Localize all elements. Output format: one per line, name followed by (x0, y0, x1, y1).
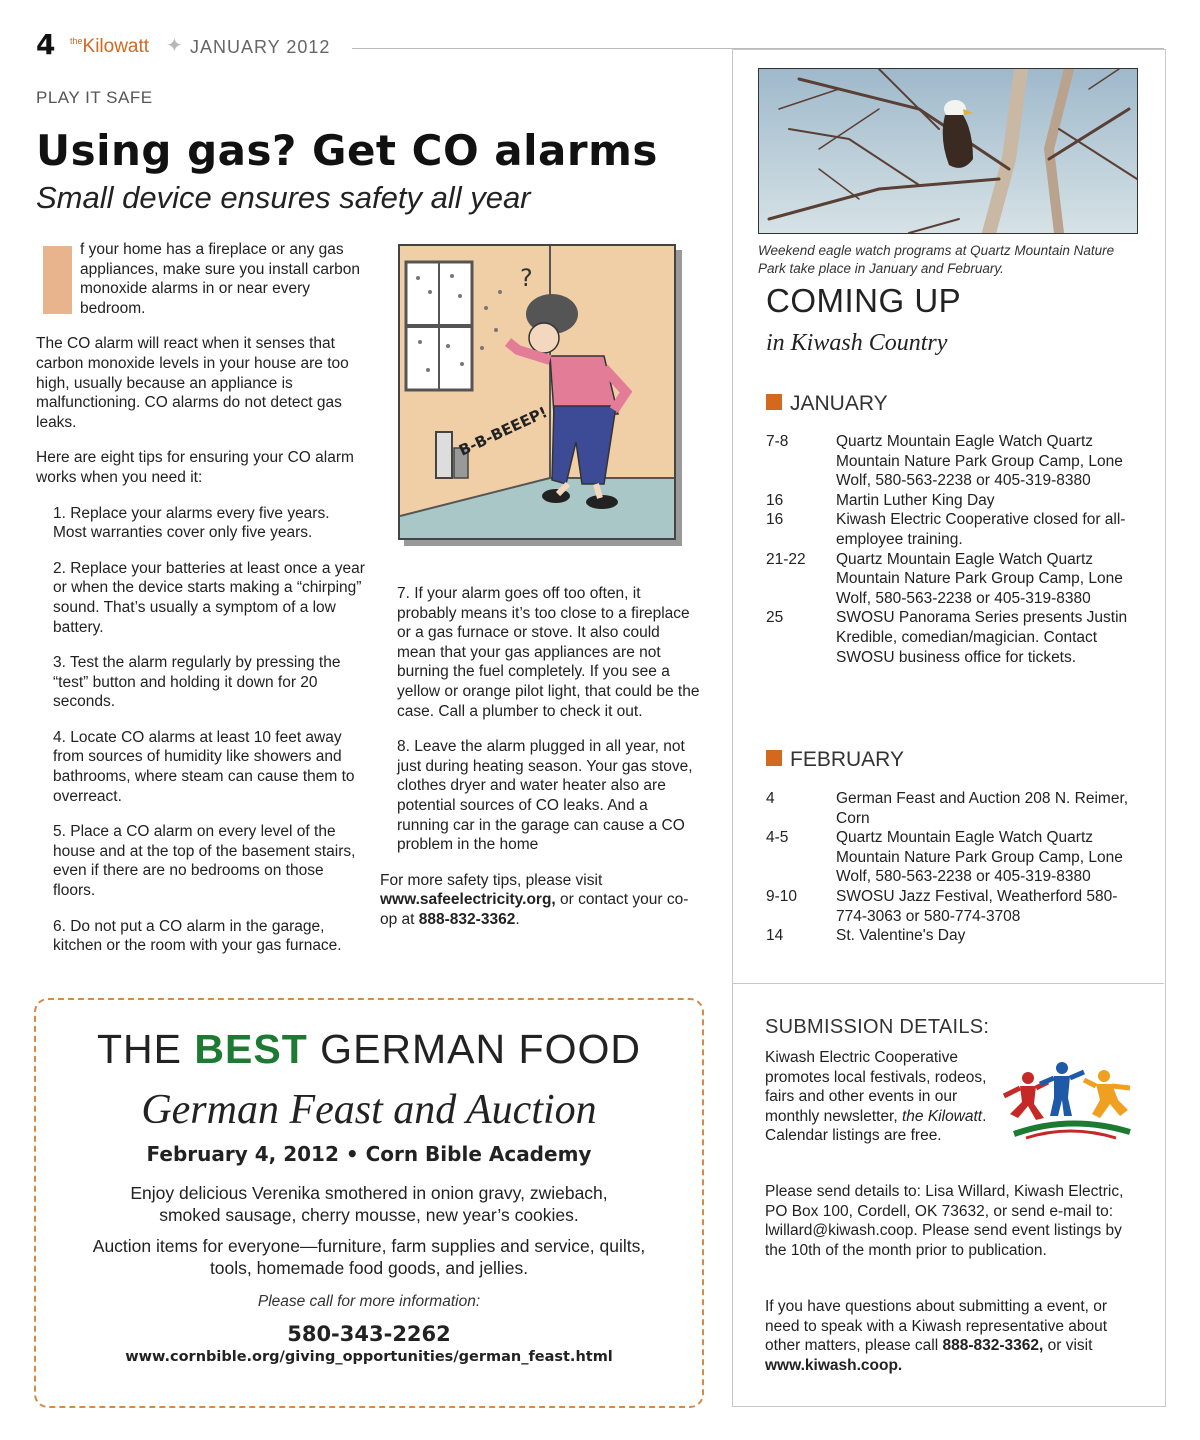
ad-date-line: February 4, 2012 • Corn Bible Academy (146, 1142, 592, 1166)
month-label: JANUARY (790, 392, 888, 415)
month-label: FEBRUARY (790, 748, 904, 771)
event-date: 7-8 (766, 433, 789, 450)
eagle-tree-image (759, 69, 1137, 233)
eagle-photo (758, 68, 1138, 234)
event-date: 14 (766, 927, 784, 945)
photo-caption: Weekend eagle watch programs at Quartz Mountain Nature Park take place in January and February. (758, 243, 1115, 276)
ad-description (34, 1235, 704, 1279)
safe-electricity-link[interactable]: www.safeelectricity.org, (380, 891, 556, 909)
orange-square-icon (766, 394, 782, 410)
submission-text: Kiwash Electric Cooperative promotes local festivals, rodeos, fairs and other events in our monthly newsletter, (765, 1049, 987, 1125)
event-date: 4 (766, 790, 775, 807)
ad-description-text: Enjoy delicious Verenika smothered in onion gravy, zwiebach, smoked sausage, cherry mousse, new year’s cookies. (130, 1183, 608, 1225)
submission-paragraph (765, 1048, 997, 1146)
tip-item: 8. Leave the alarm plugged in all year, not just during heating season. Your gas stove, clothes dryer and water heater also are potential sources of CO leaks. And a running car in the garage can cause a CO problem in the home (397, 738, 693, 854)
ad-phone: 580-343-2262 (287, 1322, 451, 1346)
submission-title: SUBMISSION DETAILS: (765, 1016, 990, 1038)
ad-title (34, 1026, 704, 1073)
ad-title-best: BEST (194, 1026, 308, 1072)
event-date: 16 (766, 491, 784, 509)
tip-item: 2. Replace your batteries at least once a year or when the device starts making a “chirping” sound. That’s usually a symptom of a low battery. (53, 559, 365, 636)
submission-text: or visit (1043, 1337, 1093, 1355)
tip-item: 1. Replace your alarms every five years. Most warranties cover only five years. (53, 504, 330, 542)
event-text: Quartz Mountain Eagle Watch Quartz Mountain Nature Park Group Camp, Lone Wolf, 580-563-2238 or 405-319-8380 (836, 433, 1123, 490)
article-paragraph: The CO alarm will react when it senses that carbon monoxide levels in your house are too high, usually because an appliance is malfunctioning. CO alarms do not detect gas leaks. (36, 335, 349, 431)
people-logo-icon (1000, 1058, 1140, 1148)
event-date: 4-5 (766, 829, 789, 847)
event-text: Martin Luther King Day (836, 491, 995, 509)
coming-up-title: COMING UP (766, 282, 962, 319)
event-item (766, 926, 1136, 946)
event-date: 9-10 (766, 887, 798, 905)
tip-item: 6. Do not put a CO alarm in the garage, kitchen or the room with your gas furnace. (53, 917, 342, 955)
ad-title-text: GERMAN FOOD (307, 1026, 641, 1072)
masthead-name: Kilowatt (82, 36, 150, 57)
event-text: SWOSU Jazz Festival, Weatherford 580-774-3063 or 580-774-3708 (836, 887, 1118, 925)
sidebar-divider (733, 983, 1164, 984)
event-text: German Feast and Auction 208 N. Reimer, Corn (836, 790, 1129, 827)
event-text: SWOSU Panorama Series presents Justin Kredible, comedian/magician. Contact SWOSU business office for tickets. (836, 609, 1128, 666)
ad-call-text: Please call for more information: (257, 1293, 481, 1310)
tip-item: 3. Test the alarm regularly by pressing the “test” button and holding it down for 20 seconds. (53, 654, 341, 711)
more-info-text: or contact your co-op at (380, 891, 689, 928)
masthead (70, 36, 149, 58)
newsletter-name: the Kilowatt (901, 1107, 983, 1125)
event-date: 21-22 (766, 550, 806, 568)
event-item (766, 510, 1136, 549)
article-intro: f your home has a fireplace or any gas appliances, make sure you install carbon monoxide alarms in or near every bedroom. (80, 241, 361, 317)
masthead-prefix: the (70, 36, 83, 46)
month-heading-february (766, 748, 904, 772)
event-item (766, 550, 1136, 609)
event-text: Quartz Mountain Eagle Watch Quartz Mountain Nature Park Group Camp, Lone Wolf, 580-563-2238 or 405-319-8380 (836, 550, 1123, 607)
submission-text: . Calendar listings are free. (765, 1107, 987, 1145)
month-heading-january (766, 392, 888, 416)
coop-phone: 888-832-3362 (418, 910, 516, 928)
star-icon: ✦ (166, 33, 183, 57)
ad-description (34, 1182, 704, 1226)
issue-date: JANUARY 2012 (190, 37, 331, 57)
event-item (766, 491, 1136, 511)
event-item (766, 608, 1136, 667)
january-events (766, 432, 1136, 667)
event-item (766, 432, 1136, 491)
more-info-text: For more safety tips, please visit (380, 871, 603, 889)
tip-item: 5. Place a CO alarm on every level of the house and at the top of the basement stairs, even if there are no bedrooms on those floors. (53, 823, 356, 900)
event-text: St. Valentine's Day (836, 927, 966, 945)
more-info-text: . (515, 910, 520, 928)
kiwash-website-link[interactable]: www.kiwash.coop. (765, 1356, 903, 1374)
ad-description-text: Auction items for everyone—furniture, farm supplies and service, quilts, tools, homemade food goods, and jellies. (92, 1236, 646, 1278)
event-text: Quartz Mountain Eagle Watch Quartz Mountain Nature Park Group Camp, Lone Wolf, 580-563-2238 or 405-319-8380 (836, 829, 1123, 886)
event-item (766, 789, 1136, 828)
submission-paragraph: Please send details to: Lisa Willard, Kiwash Electric, PO Box 100, Cordell, OK 73632, or send e-mail to: lwillard@kiwash.coop. Please send event listings by the 10th of the month prior to publication. (765, 1183, 1124, 1259)
submission-paragraph (765, 1297, 1145, 1375)
event-date: 16 (766, 511, 784, 529)
cartoon-sound-text: B-B-BEEEP! (456, 403, 551, 460)
tip-item: 4. Locate CO alarms at least 10 feet away from sources of humidity like showers and bathrooms, where steam can cause them to overreact. (53, 728, 355, 805)
article-headline: Using gas? Get CO alarms (36, 126, 658, 175)
cartoon-question-mark: ? (520, 264, 533, 292)
february-events (766, 789, 1136, 946)
event-item (766, 887, 1136, 926)
event-item (766, 828, 1136, 887)
article-column-2 (380, 584, 700, 930)
ad-title-text: THE (97, 1026, 195, 1072)
cartoon-illustration (400, 246, 674, 538)
article-subhead: Small device ensures safety all year (36, 180, 531, 215)
submission-text: If you have questions about submitting a event, or need to speak with a Kiwash representative about other matters, please call (765, 1298, 1108, 1355)
more-info-paragraph (380, 871, 700, 930)
ad-script-title: German Feast and Auction (141, 1087, 597, 1133)
co-alarm-cartoon (398, 244, 676, 540)
event-date: 25 (766, 609, 784, 627)
tip-item: 7. If your alarm goes off too often, it probably means it’s too close to a fireplace or a gas furnace or stove. It also could mean that your gas appliances are not burning the fuel completely. If you see a yellow or orange pilot light, that could be the case. Call a plumber to check it out. (397, 585, 700, 720)
page-number: 4 (36, 28, 56, 61)
kiwash-phone: 888-832-3362, (942, 1337, 1044, 1355)
event-text: Kiwash Electric Cooperative closed for all-employee training. (836, 511, 1126, 548)
kiwash-people-logo (1000, 1058, 1140, 1148)
ad-website-link[interactable]: www.cornbible.org/giving_opportunities/german_feast.html (125, 1349, 613, 1365)
section-label: PLAY IT SAFE (36, 88, 153, 107)
orange-square-icon (766, 750, 782, 766)
article-column-1 (36, 240, 366, 972)
article-paragraph: Here are eight tips for ensuring your CO alarm works when you need it: (36, 449, 354, 486)
coming-up-subtitle: in Kiwash Country (766, 330, 948, 356)
